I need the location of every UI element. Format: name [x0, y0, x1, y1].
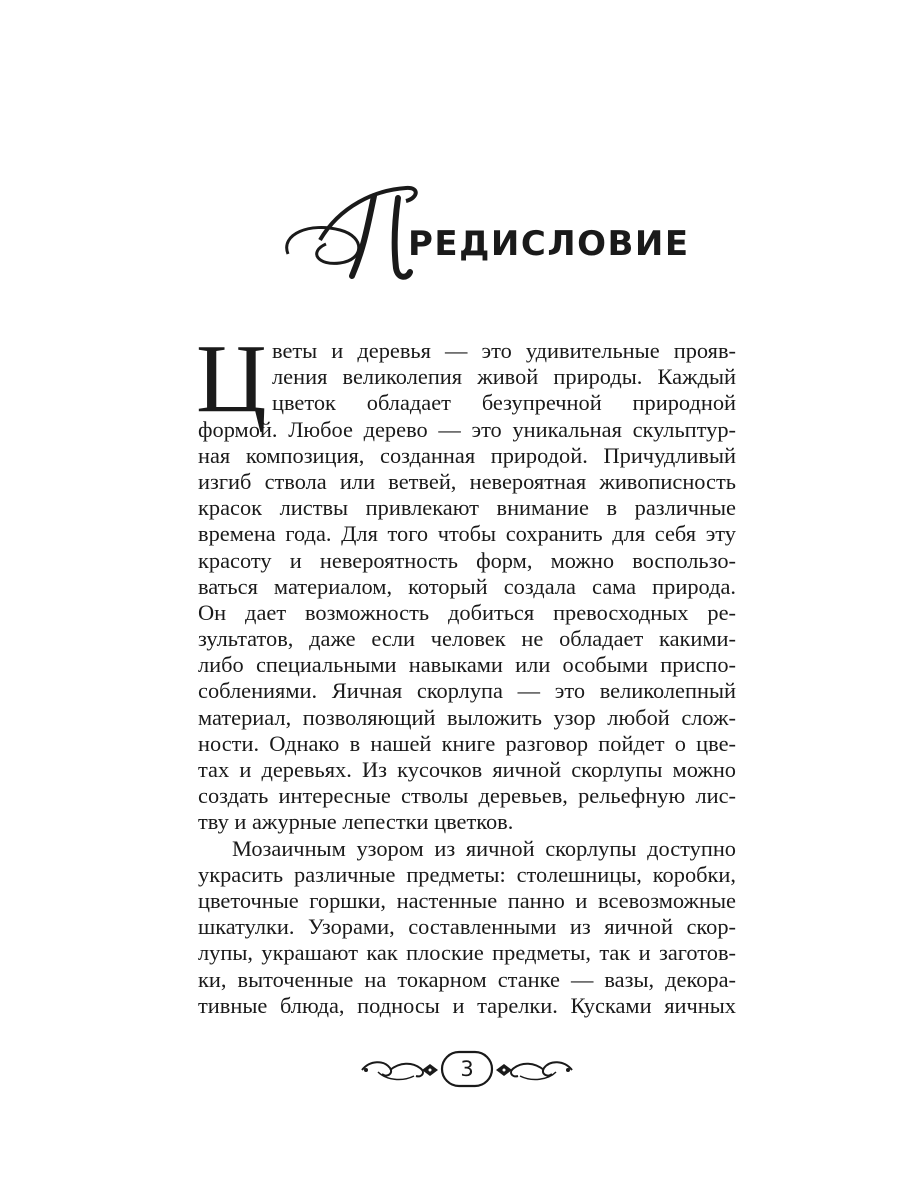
text-line: ки, выточенные на токарном станке — вазы, декора- [198, 966, 736, 992]
text-line: тах и деревьях. Из кусочков яичной скорлупы можно [198, 757, 736, 782]
text-line: ная композиция, созданная природой. Причудливый [198, 442, 736, 468]
text-line: красоту и невероятность форм, можно воспользо- [198, 547, 736, 573]
text-line: тву и ажурные лепестки цветков. [198, 809, 514, 835]
text-line: ваться материалом, который создала сама природа. [198, 573, 736, 599]
body-text [198, 338, 736, 1019]
page-number: 3 [460, 1057, 474, 1081]
text-line: времена года. Для того чтобы сохранить для себя эту [198, 521, 736, 547]
chapter-title [280, 168, 690, 288]
text-line: соблениями. Яичная скорлупа — это великолепный [198, 678, 736, 704]
text-line: создать интересные стволы деревьев, рельефную лис- [198, 783, 736, 809]
text-line: ности. Однако в нашей книге разговор пойдет о цве- [198, 730, 736, 756]
drop-cap: Ц [196, 325, 267, 433]
text-line: красок листвы привлекают внимание в различные [198, 495, 736, 521]
text-line: тивные блюда, подносы и тарелки. Кусками яичных [198, 992, 736, 1018]
text-line: цветочные горшки, настенные панно и всевозможные [198, 887, 736, 913]
page-footer [356, 1048, 578, 1092]
text-line: либо специальными навыками или особыми приспо- [198, 652, 736, 678]
title-swash-ornament [280, 168, 420, 288]
text-line: лупы, украшают как плоские предметы, так и заготов- [198, 940, 736, 966]
text-line: зультатов, даже если человек не обладает какими- [198, 626, 736, 652]
text-line: изгиб ствола или ветвей, невероятная живописность [198, 468, 736, 494]
text-line: шкатулки. Узорами, составленными из яичной скор- [198, 914, 736, 940]
text-line: украсить различные предметы: столешницы, коробки, [198, 861, 736, 887]
text-line: ления великолепия живой природы. Каждый [272, 364, 736, 390]
chapter-title-text: РЕДИСЛОВИЕ [408, 224, 690, 264]
paragraph-start-line: Мозаичным узором из яичной скорлупы доступно [232, 835, 736, 861]
text-line: материал, позволяющий выложить узор любой слож- [198, 704, 736, 730]
text-line: цветок обладает безупречной природной [272, 390, 736, 416]
text-line: формой. Любое дерево — это уникальная скульптур- [198, 416, 736, 442]
text-line: веты и деревья — это удивительные прояв- [272, 338, 736, 363]
text-line: Он дает возможность добиться превосходных ре- [198, 599, 736, 625]
